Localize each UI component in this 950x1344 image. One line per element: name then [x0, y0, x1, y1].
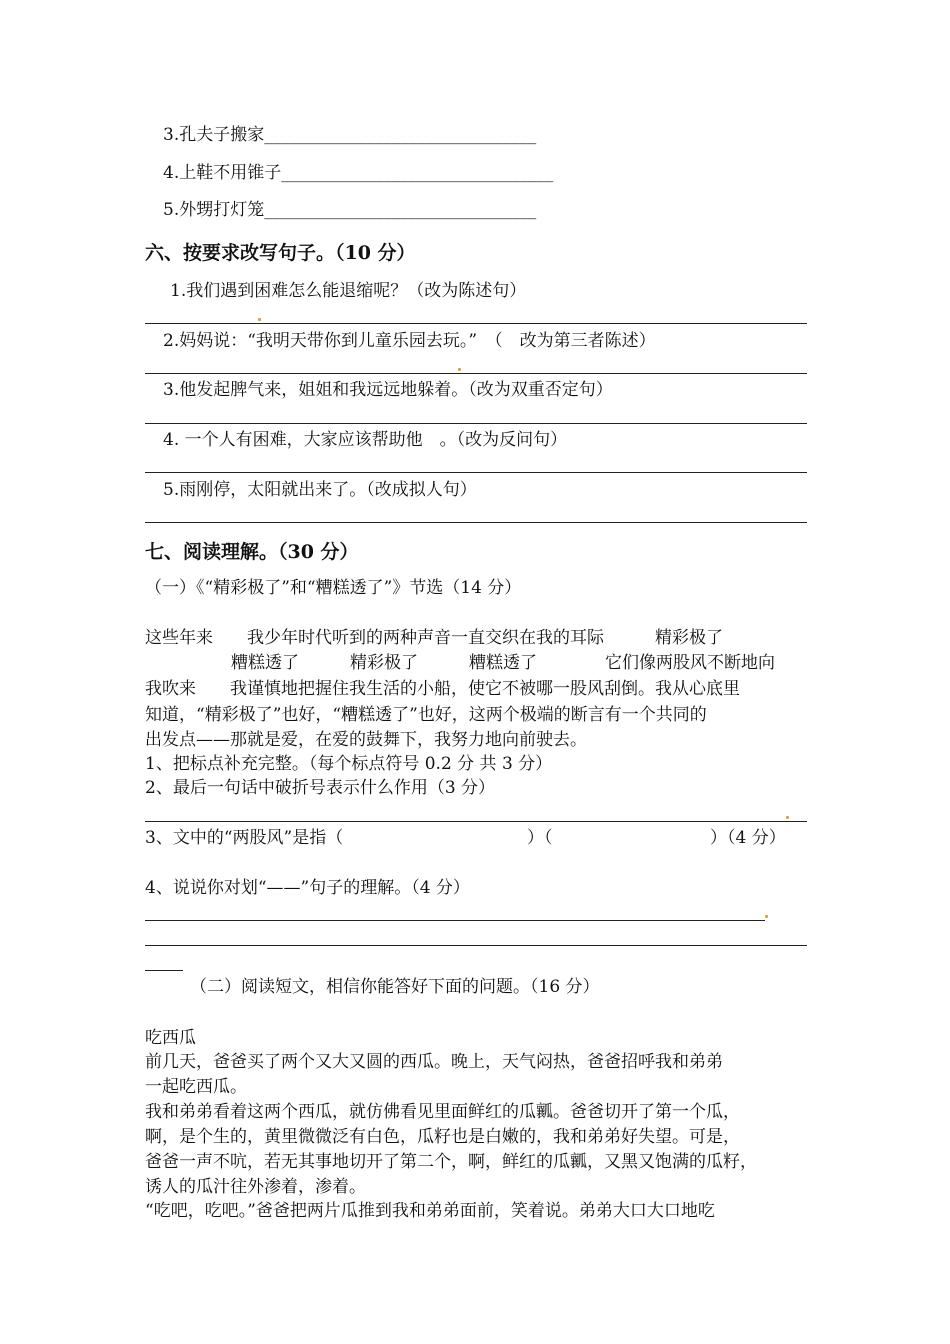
stray-mark	[786, 816, 789, 819]
story-line: 一起吃西瓜。	[145, 1077, 247, 1097]
rewrite-item-2: 2.妈妈说：“我明天带你到儿童乐园去玩。” （ 改为第三者陈述）	[163, 331, 656, 351]
question-3-start: 3、文中的“两股风”是指（	[145, 828, 344, 848]
idiom-item-5: 5.外甥打灯笼________________________________	[163, 200, 537, 220]
answer-line	[145, 373, 807, 374]
passage-line: 糟糕透了 精彩极了 糟糕透了 它们像两股风不断地向	[231, 653, 775, 673]
idiom-item-4: 4.上鞋不用锥子________________________________	[163, 163, 554, 183]
answer-line	[145, 522, 807, 523]
passage-line: 这些年来 我少年时代听到的两种声音一直交织在我的耳际 精彩极了	[145, 628, 723, 648]
rewrite-item-5: 5.雨刚停，太阳就出来了。（改成拟人句）	[163, 480, 477, 500]
stray-mark	[458, 368, 461, 371]
answer-line-short	[145, 970, 183, 971]
rewrite-item-4: 4. 一个人有困难，大家应该帮助他 。（改为反问句）	[163, 430, 568, 450]
section-7-title: 七、阅读理解。（30 分）	[145, 541, 359, 563]
story-line: 我和弟弟看着这两个西瓜，就仿佛看见里面鲜红的瓜瓤。爸爸切开了第一个瓜，	[145, 1102, 740, 1122]
passage-line: 我吹来 我谨慎地把握住我生活的小船，使它不被哪一股风刮倒。我从心底里	[145, 679, 740, 699]
answer-line	[145, 821, 807, 822]
story-title: 吃西瓜	[145, 1028, 196, 1048]
passage-line: 知道，“精彩极了”也好，“糟糕透了”也好，这两个极端的断言有一个共同的	[145, 705, 707, 725]
reading-part-2-title: （二）阅读短文，相信你能答好下面的问题。（16 分）	[190, 977, 600, 997]
rewrite-item-3: 3.他发起脾气来，姐姐和我远远地躲着。（改为双重否定句）	[163, 380, 613, 400]
answer-line	[145, 323, 807, 324]
story-line: “吃吧，吃吧。”爸爸把两片瓜推到我和弟弟面前，笑着说。弟弟大口大口地吃	[145, 1201, 715, 1221]
question-3-middle: ）（	[527, 828, 553, 848]
reading-part-1-title: （一）《“精彩极了”和“糟糕透了”》节选（14 分）	[145, 578, 522, 598]
question-2: 2、最后一句话中破折号表示什么作用（3 分）	[145, 778, 496, 798]
question-4: 4、说说你对划“——”句子的理解。（4 分）	[145, 878, 470, 898]
section-6-title: 六、按要求改写句子。（10 分）	[145, 242, 416, 264]
answer-line	[145, 920, 765, 921]
question-1: 1、把标点补充完整。（每个标点符号 0.2 分 共 3 分）	[145, 754, 553, 774]
story-line: 前几天，爸爸买了两个又大又圆的西瓜。晚上，天气闷热，爸爸招呼我和弟弟	[145, 1052, 723, 1072]
question-3-end: ）（4 分）	[710, 828, 786, 848]
answer-line	[145, 472, 807, 473]
stray-mark	[765, 915, 768, 918]
story-line: 诱人的瓜汁往外渗着，渗着。	[145, 1177, 366, 1197]
answer-line	[145, 423, 807, 424]
passage-line: 出发点——那就是爱，在爱的鼓舞下，我努力地向前驶去。	[145, 730, 587, 750]
answer-line	[145, 945, 807, 946]
rewrite-item-1: 1.我们遇到困难怎么能退缩呢？（改为陈述句）	[170, 281, 527, 301]
idiom-item-3: 3.孔夫子搬家________________________________	[163, 125, 537, 145]
story-line: 啊，是个生的，黄里微微泛有白色，瓜籽也是白嫩的，我和弟弟好失望。可是，	[145, 1127, 740, 1147]
story-line: 爸爸一声不吭，若无其事地切开了第二个，啊，鲜红的瓜瓤，又黑又饱满的瓜籽，	[145, 1152, 757, 1172]
stray-mark	[258, 318, 261, 321]
